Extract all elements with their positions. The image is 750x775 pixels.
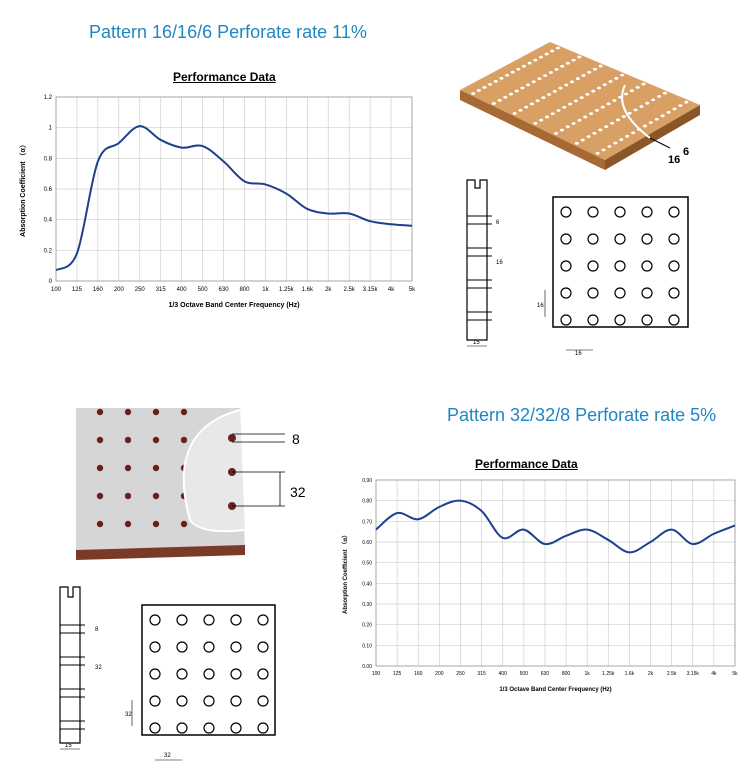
wood-hole [515, 90, 519, 93]
top-grid-hole [588, 234, 598, 244]
wood-hole [601, 106, 605, 109]
wood-hole [587, 135, 591, 138]
chart1-ytick-label: 0 [48, 279, 52, 285]
chart2-xtick-label: 1.6k [624, 671, 635, 677]
chart1-ytick-label: 0.4 [43, 217, 52, 224]
aluminum-hole [125, 409, 131, 415]
wood-hole [593, 68, 597, 71]
top-grid-hole [561, 261, 571, 271]
chart1-series-line [56, 126, 412, 270]
wood-hole [498, 99, 502, 102]
wood-hole [581, 139, 585, 142]
top-section-grooves [467, 216, 492, 320]
wood-hole [564, 84, 568, 87]
wood-hole [619, 138, 623, 141]
wood-hole [583, 116, 587, 119]
bottom-section-thickness-label: 15 [65, 743, 72, 749]
wood-hole [572, 59, 576, 62]
chart1-xtick-label: 160 [92, 287, 103, 293]
wood-hole [575, 142, 579, 145]
wood-hole [503, 96, 507, 99]
chart1-xtick-label: 1k [262, 287, 269, 293]
chart1-ytick-label: 0.8 [43, 156, 52, 163]
chart1-xtick-label: 500 [197, 287, 208, 293]
wood-hole [550, 50, 554, 53]
bottom-grid-hole [204, 642, 214, 652]
wood-hole [492, 102, 496, 105]
bottom-section-grooves [60, 625, 85, 729]
chart1-xtick-label: 630 [218, 287, 229, 293]
bottom-grid-hole [258, 723, 268, 733]
bottom-grid-hole [258, 615, 268, 625]
bottom-grid-hole [204, 696, 214, 706]
bottom-grid-vdim-label: 32 [125, 712, 132, 718]
aluminum-hole [97, 521, 103, 527]
chart2-ytick-label: 0.70 [362, 519, 372, 526]
wood-panel-face [460, 42, 700, 160]
wood-hole [536, 99, 540, 102]
wood-hole [553, 90, 557, 93]
wood-hole [516, 68, 520, 71]
wood-hole [511, 71, 515, 74]
chart1-ytick-label: 0.6 [43, 187, 52, 193]
wood-dim-6: 6 [683, 146, 690, 158]
wood-hole [624, 93, 628, 96]
wood-hole [505, 74, 509, 77]
bottom-section-pitch-label: 32 [95, 665, 102, 671]
chart1-xtick-label: 100 [50, 287, 62, 293]
aluminum-hole [153, 521, 159, 527]
wood-hole [520, 87, 524, 90]
wood-hole [539, 119, 543, 122]
wood-hole [581, 74, 585, 77]
wood-hole [556, 47, 560, 50]
bottom-grid-hole [231, 669, 241, 679]
bottom-grid-hole [204, 723, 214, 733]
aluminum-hole [181, 521, 187, 527]
chart1-xtick-label: 2k [325, 287, 332, 293]
wood-hole [678, 104, 682, 107]
wood-hole [549, 71, 553, 74]
top-section-pitch-label: 16 [496, 260, 503, 266]
wood-hole [628, 112, 632, 115]
top-grid-hole [561, 234, 571, 244]
top-grid-hole [615, 288, 625, 298]
wood-hole [607, 145, 611, 148]
wood-hole [636, 86, 640, 89]
wood-hole [576, 77, 580, 80]
chart2-xtick-label: 3.15k [686, 671, 699, 677]
chart2-xtick-label: 250 [456, 671, 465, 677]
wood-hole [657, 95, 661, 98]
wood-hole [655, 118, 659, 121]
chart2-xtick-label: 2.5k [666, 671, 677, 677]
bottom-chart-heading: Performance Data [475, 457, 578, 471]
aluminum-hole [97, 493, 103, 499]
wood-hole [526, 83, 530, 86]
top-grid-hole [642, 315, 652, 325]
bottom-grid-hole [231, 696, 241, 706]
chart2-ytick-label: 0.90 [362, 478, 372, 484]
top-grid-hole [588, 288, 598, 298]
wood-hole [604, 125, 608, 128]
top-grid-hole [561, 315, 571, 325]
aluminum-hole [153, 409, 159, 415]
chart1-xtick-label: 2.5k [343, 287, 355, 293]
wood-hole [643, 125, 647, 128]
wood-hole [560, 129, 564, 132]
aluminum-hole [97, 465, 103, 471]
wood-hole [568, 103, 572, 106]
chart2-series-line [376, 501, 735, 553]
aluminum-callout-32: 32 [290, 484, 306, 500]
wood-hole [524, 106, 528, 109]
wood-hole [570, 80, 574, 83]
wood-hole [537, 77, 541, 80]
chart2-ytick-label: 0.30 [362, 602, 372, 608]
wood-hole [528, 62, 532, 65]
wood-hole [589, 112, 593, 115]
top-grid-hole [642, 234, 652, 244]
top-grid-hole [561, 288, 571, 298]
chart2-ytick-label: 0.10 [362, 643, 372, 650]
chart1-xtick-label: 1.25k [279, 287, 294, 293]
wood-hole [482, 86, 486, 89]
wood-hole [562, 106, 566, 109]
aluminum-hole [97, 409, 103, 415]
chart1-xtick-label: 315 [155, 287, 166, 293]
chart2-xtick-label: 1.25k [602, 671, 615, 677]
bottom-grid-holes [150, 615, 268, 733]
wood-hole [557, 109, 561, 112]
wood-panel-illustration [455, 30, 715, 175]
bottom-chart [335, 470, 745, 695]
wood-hole [580, 96, 584, 99]
wood-hole [630, 89, 634, 92]
top-pattern-title: Pattern 16/16/6 Perforate rate 11% [89, 22, 367, 42]
wood-hole [612, 99, 616, 102]
top-section-hole-label: 6 [496, 220, 500, 226]
wood-hole [494, 80, 498, 83]
aluminum-hole [125, 521, 131, 527]
bottom-grid-hole [258, 696, 268, 706]
wood-hole [566, 62, 570, 65]
top-grid-hole [642, 288, 652, 298]
chart2-xtick-label: 315 [477, 671, 486, 677]
top-grid-hole [615, 315, 625, 325]
chart2-xtick-label: 630 [540, 671, 550, 677]
bottom-grid-hdim-label: 32 [164, 753, 171, 759]
wood-hole [543, 74, 547, 77]
chart1-xlabel: 1/3 Octave Band Center Frequency (Hz) [168, 302, 300, 309]
wood-hole [560, 65, 564, 68]
chart1-ytick-label: 1 [48, 125, 52, 132]
aluminum-hole [153, 493, 159, 499]
top-grid-hole [561, 207, 571, 217]
top-cross-section [462, 178, 522, 348]
wood-hole [610, 122, 614, 125]
top-grid-hdim-label: 16 [575, 351, 582, 357]
wood-hole [509, 93, 513, 96]
aluminum-callout-8: 8 [292, 431, 300, 447]
bottom-grid-hole [150, 669, 160, 679]
top-grid-hole [642, 261, 652, 271]
bottom-grid-hole [150, 615, 160, 625]
top-grid-hole [642, 207, 652, 217]
chart2-xtick-label: 200 [435, 671, 444, 677]
chart1-xtick-label: 125 [71, 287, 82, 293]
wood-hole [607, 102, 611, 105]
top-hole-grid [535, 195, 695, 360]
aluminum-hole [97, 437, 103, 443]
wood-hole [661, 114, 665, 117]
top-section-outline [467, 180, 487, 340]
chart1-xtick-label: 4k [387, 287, 395, 293]
aluminum-hole [181, 437, 187, 443]
chart2-xlabel: 1/3 Octave Band Center Frequency (Hz) [499, 687, 612, 693]
bottom-pattern-title: Pattern 32/32/8 Perforate rate 5% [447, 405, 717, 425]
wood-hole [631, 131, 635, 134]
top-grid-hole [588, 261, 598, 271]
aluminum-hole [153, 437, 159, 443]
wood-hole [554, 132, 558, 135]
chart1-xtick-label: 1.6k [301, 287, 313, 293]
chart2-xtick-label: 2k [647, 671, 654, 677]
top-grid-hole [669, 234, 679, 244]
wood-hole [539, 56, 543, 59]
wood-hole [642, 83, 646, 86]
chart2-xtick-label: 800 [561, 671, 571, 677]
chart1-xtick-label: 400 [176, 287, 187, 293]
top-grid-hole [588, 207, 598, 217]
chart1-xtick-label: 3.15k [362, 287, 378, 293]
chart2-ytick-label: 0.40 [362, 581, 372, 588]
bottom-grid-hole [258, 669, 268, 679]
wood-hole [598, 129, 602, 132]
wood-hole [545, 116, 549, 119]
chart2-ytick-label: 0.00 [362, 664, 372, 670]
bottom-hole-grid [122, 600, 287, 770]
chart1-ytick-label: 1.2 [43, 95, 52, 101]
wood-hole [639, 105, 643, 108]
wood-dim-16: 16 [668, 154, 681, 166]
top-grid-hole [615, 234, 625, 244]
chart2-xtick-label: 5k [732, 671, 738, 677]
chart1-ytick-label: 0.2 [43, 248, 52, 255]
bottom-grid-hole [177, 696, 187, 706]
wood-hole [596, 152, 600, 155]
wood-hole [667, 111, 671, 114]
bottom-section-hole-label: 8 [95, 627, 99, 633]
chart2-ytick-label: 0.60 [362, 540, 372, 546]
chart2-xtick-label: 500 [519, 671, 528, 677]
chart2-xtick-label: 100 [371, 671, 381, 677]
wood-hole [649, 121, 653, 124]
wood-hole [613, 142, 617, 145]
wood-hole [616, 119, 620, 122]
bottom-grid-hole [177, 669, 187, 679]
bottom-grid-hole [231, 615, 241, 625]
wood-hole [551, 112, 555, 115]
wood-hole [663, 92, 667, 95]
wood-hole [684, 101, 688, 104]
wood-hole [559, 87, 563, 90]
bottom-grid-hole [204, 669, 214, 679]
wood-hole [555, 68, 559, 71]
wood-hole [566, 125, 570, 128]
wood-hole [577, 56, 581, 59]
aluminum-hole [125, 493, 131, 499]
wood-hole [471, 92, 475, 95]
bottom-grid-hole [231, 723, 241, 733]
aluminum-hole [181, 409, 187, 415]
bottom-cross-section [55, 585, 115, 760]
wood-hole [597, 87, 601, 90]
wood-hole [574, 99, 578, 102]
wood-hole [499, 77, 503, 80]
wood-hole [672, 108, 676, 111]
chart1-ylabel: Absorption Coefficient （α） [20, 141, 27, 237]
wood-hole [651, 98, 655, 101]
wood-hole [533, 59, 537, 62]
chart2-xtick-label: 160 [414, 671, 423, 677]
wood-hole [625, 135, 629, 138]
chart1-xtick-label: 250 [134, 287, 145, 293]
aluminum-hole [153, 465, 159, 471]
top-grid-vdim-label: 16 [537, 303, 544, 309]
chart2-plot-frame [376, 480, 735, 666]
wood-hole [603, 83, 607, 86]
chart1-xtick-label: 5k [408, 287, 416, 293]
wood-hole [599, 65, 603, 68]
chart2-xtick-label: 1k [584, 671, 590, 677]
wood-hole [477, 89, 481, 92]
bottom-grid-hole [177, 642, 187, 652]
aluminum-panel-illustration [70, 400, 320, 560]
bottom-grid-hole [177, 615, 187, 625]
top-chart [0, 85, 430, 330]
bottom-grid-hole [231, 642, 241, 652]
wood-hole [530, 103, 534, 106]
chart2-xtick-label: 400 [498, 671, 507, 677]
chart1-xtick-label: 200 [113, 287, 124, 293]
wood-hole [541, 96, 545, 99]
wood-hole [609, 80, 613, 83]
top-chart-heading: Performance Data [173, 70, 276, 84]
wood-hole [533, 122, 537, 125]
wood-hole [634, 108, 638, 111]
top-grid-holes [561, 207, 679, 325]
wood-hole [587, 71, 591, 74]
bottom-grid-hole [150, 696, 160, 706]
wood-hole [645, 102, 649, 105]
chart2-xtick-label: 125 [392, 671, 402, 677]
wood-hole [532, 80, 536, 83]
wood-hole [577, 119, 581, 122]
wood-hole [592, 132, 596, 135]
wood-hole [602, 148, 606, 151]
top-grid-hole [615, 261, 625, 271]
top-section-thickness-label: 15 [473, 340, 480, 346]
chart2-ytick-label: 0.50 [362, 560, 372, 567]
bottom-grid-hole [177, 723, 187, 733]
wood-hole [513, 112, 517, 115]
wood-dim-line [650, 138, 670, 148]
wood-hole [522, 65, 526, 68]
wood-hole [591, 90, 595, 93]
bottom-grid-hole [150, 642, 160, 652]
wood-hole [595, 109, 599, 112]
chart2-ytick-label: 0.20 [362, 622, 372, 629]
wood-hole [572, 122, 576, 125]
top-grid-hole [615, 207, 625, 217]
chart2-ytick-label: 0.80 [362, 498, 372, 505]
wood-hole [622, 115, 626, 118]
aluminum-callout-hole-1 [228, 434, 236, 442]
chart1-xtick-label: 800 [239, 287, 250, 293]
aluminum-hole [125, 437, 131, 443]
wood-hole [545, 53, 549, 56]
wood-hole [488, 83, 492, 86]
top-grid-hole [669, 315, 679, 325]
aluminum-hole [125, 465, 131, 471]
wood-hole [547, 93, 551, 96]
bottom-grid-hole [258, 642, 268, 652]
wood-hole [518, 109, 522, 112]
top-grid-hole [669, 288, 679, 298]
bottom-grid-hole [150, 723, 160, 733]
top-grid-hole [669, 261, 679, 271]
wood-hole [614, 77, 618, 80]
wood-hole [585, 93, 589, 96]
chart2-ylabel: Absorption Coefficient （α） [343, 531, 349, 615]
chart2-xtick-label: 4k [711, 671, 717, 677]
top-grid-hole [669, 207, 679, 217]
bottom-grid-hole [204, 615, 214, 625]
top-grid-hole [588, 315, 598, 325]
wood-hole [620, 74, 624, 77]
